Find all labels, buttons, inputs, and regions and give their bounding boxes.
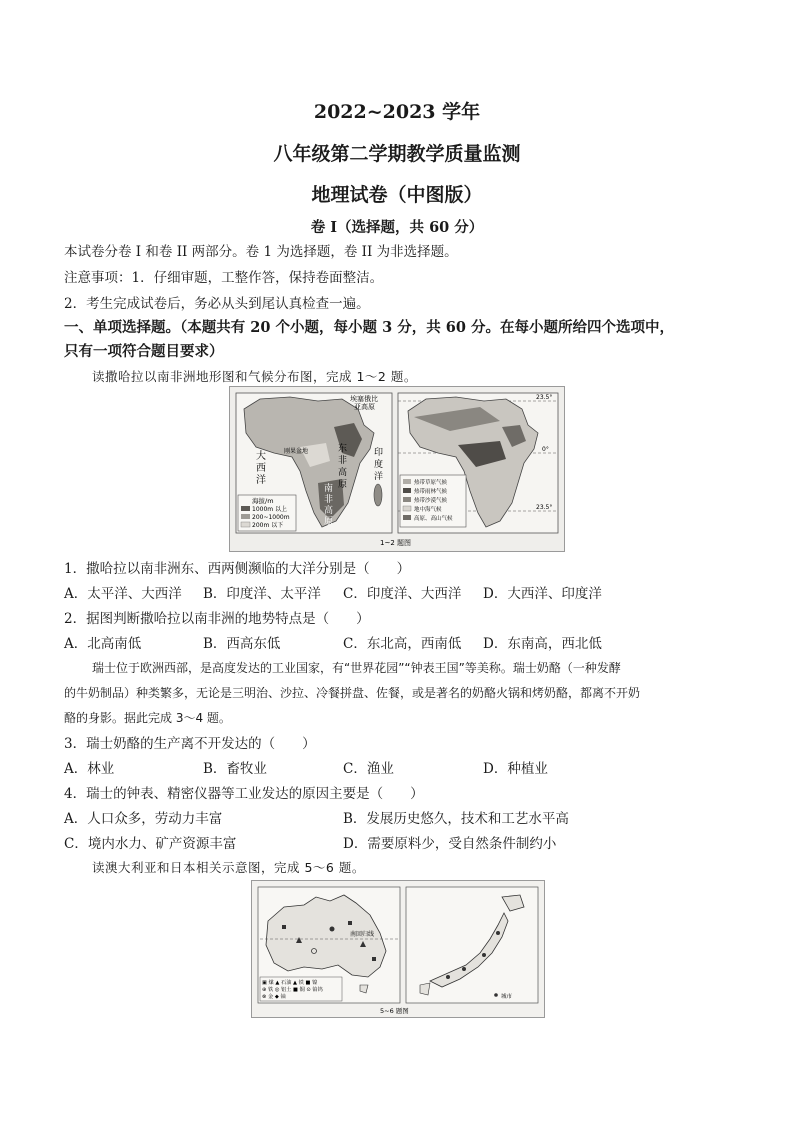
label-east-african-1: 东	[338, 444, 348, 454]
label-east-african-3: 高	[338, 468, 348, 478]
australia-japan-svg	[252, 881, 544, 1017]
label-atlantic-3: 洋	[256, 475, 266, 486]
legend-elevation-mid: 200~1000m	[252, 514, 290, 521]
label-ethiopian-highland: 埃塞俄比	[350, 395, 378, 403]
resource-symbol-1	[282, 925, 286, 929]
japan-city-1	[482, 953, 486, 957]
climate-swatch-5	[403, 515, 411, 520]
intro-q3-4-line-1: 瑞士位于欧洲西部，是高度发达的工业国家，有“世界花园”“钟表王国”等美称。瑞士奶酪（一种发酵	[92, 661, 621, 675]
label-congo-basin: 刚果盆地	[284, 448, 309, 455]
intro-q3-4-line-2: 的牛奶制品）种类繁多，无论是三明治、沙拉、冷餐拼盘、佐餐，或是著名的奶酪火锅和烤奶酪，都离不开奶	[64, 686, 641, 700]
q1-option-a[interactable]: A．太平洋、大西洋	[64, 586, 182, 602]
q4-option-b[interactable]: B．发展历史悠久，技术和工艺水平高	[343, 811, 569, 827]
notes-line-2: 注意事项：1．仔细审题，工整作答，保持卷面整洁。	[64, 270, 384, 286]
q3-option-a[interactable]: A．林业	[64, 761, 115, 777]
q2-stem: 2．据图判断撒哈拉以南非洲的地势特点是（ ）	[64, 611, 370, 627]
resource-legend-row-1: ▣ 煤 ▲ 石油 ▲ 铁 ■ 镍	[262, 980, 318, 986]
q1-option-b[interactable]: B．印度洋、太平洋	[203, 586, 321, 602]
q2-option-d[interactable]: D．东南高，西北低	[483, 636, 602, 652]
q4-option-d[interactable]: D．需要原料少，受自然条件制约小	[343, 836, 557, 852]
madagascar-shape	[374, 484, 382, 506]
section-heading-line-1: 一、单项选择题。（本题共有 20 个小题，每小题 3 分，共 60 分。在每小题所给四个选项中，	[64, 319, 674, 336]
climate-legend-mediterranean: 地中海气候	[414, 507, 442, 513]
legend-city-dot	[494, 993, 498, 997]
exam-year: 2022~2023 学年	[313, 101, 481, 123]
q4-option-a[interactable]: A．人口众多，劳动力丰富	[64, 811, 223, 827]
label-ethiopian-highland-2: 亚高原	[354, 403, 375, 411]
label-atlantic-2: 西	[256, 463, 266, 474]
japan-kyushu-shape	[420, 983, 430, 995]
q3-option-b[interactable]: B．畜牧业	[203, 761, 267, 777]
legend-elevation-low: 200m 以下	[252, 522, 284, 529]
resource-legend-row-2: ⊕ 铁 ◎ 铝土 ■ 铜 ⊙ 铂钨	[262, 987, 323, 993]
q1-stem: 1．撒哈拉以南非洲东、西两侧濒临的大洋分别是（ ）	[64, 561, 411, 577]
label-east-african-2: 非	[338, 456, 348, 466]
japan-city-4	[496, 931, 500, 935]
intro-q5-6: 读澳大利亚和日本相关示意图，完成 5～6 题。	[92, 860, 365, 875]
label-south-african-4: 原	[324, 517, 334, 527]
notes-line-1: 本试卷分卷 I 和卷 II 两部分。卷 1 为选择题，卷 II 为非选择题。	[64, 244, 458, 260]
label-east-african-4: 原	[338, 480, 348, 490]
intro-q1-2: 读撒哈拉以南非洲地形图和气候分布图，完成 1～2 题。	[92, 369, 417, 384]
q2-option-c[interactable]: C．东北高，西南低	[343, 636, 462, 652]
africa-maps-figure	[229, 386, 565, 552]
q3-option-c[interactable]: C．渔业	[343, 761, 394, 777]
climate-legend-savanna: 热带草原气候	[414, 480, 448, 486]
label-indian-ocean-3: 洋	[374, 472, 384, 482]
q4-option-c[interactable]: C．境内水力、矿产资源丰富	[64, 836, 237, 852]
q3-stem: 3．瑞士奶酪的生产离不开发达的（ ）	[64, 736, 316, 752]
label-south-african-1: 南	[324, 484, 334, 494]
legend-elevation-high: 1000m 以上	[252, 506, 288, 513]
label-indian-ocean-1: 印	[374, 448, 384, 458]
resource-symbol-4	[348, 921, 352, 925]
resource-symbol-6	[330, 927, 335, 932]
latitude-north-label: 23.5°	[536, 394, 553, 401]
figure-1-caption: 1~2 题图	[380, 539, 411, 547]
q2-option-a[interactable]: A．北高南低	[64, 636, 142, 652]
q1-option-c[interactable]: C．印度洋、大西洋	[343, 586, 462, 602]
label-south-african-3: 高	[324, 506, 334, 516]
africa-maps-svg	[230, 387, 564, 551]
climate-swatch-1	[403, 479, 411, 484]
q3-option-d[interactable]: D．种植业	[483, 761, 548, 777]
part-one-heading: 卷 I（选择题，共 60 分）	[310, 219, 484, 236]
legend-elevation-title: 海拔/m	[252, 497, 274, 505]
notes-line-3: 2．考生完成试卷后，务必从头到尾认真检查一遍。	[64, 296, 370, 312]
resource-legend-row-3: ⊗ 金 ◆ 铀	[262, 994, 286, 1000]
legend-swatch-high	[241, 506, 250, 511]
section-heading-line-2: 只有一项符合题目要求）	[64, 343, 224, 360]
q4-stem: 4．瑞士的钟表、精密仪器等工业发达的原因主要是（ ）	[64, 786, 424, 802]
climate-swatch-2	[403, 488, 411, 493]
figure-2-caption: 5~6 题图	[380, 1007, 409, 1015]
japan-city-3	[446, 975, 450, 979]
exam-term-title: 八年级第二学期教学质量监测	[273, 143, 521, 165]
latitude-south-label: 23.5°	[536, 504, 553, 511]
q2-option-b[interactable]: B．西高东低	[203, 636, 281, 652]
climate-legend-highland: 高原、高山气候	[414, 516, 453, 522]
legend-city-label: 城市	[501, 994, 513, 1000]
label-tropic-australia: 南回归线	[350, 931, 375, 938]
latitude-equator-label: 0°	[542, 446, 549, 453]
legend-swatch-mid	[241, 514, 250, 519]
label-atlantic-1: 大	[256, 451, 266, 462]
climate-swatch-3	[403, 497, 411, 502]
japan-city-2	[462, 967, 466, 971]
intro-q3-4-line-3: 酪的身影。据此完成 3～4 题。	[64, 711, 231, 725]
q1-option-d[interactable]: D．大西洋、印度洋	[483, 586, 602, 602]
exam-subject-title: 地理试卷（中图版）	[311, 184, 483, 206]
resource-symbol-7	[372, 957, 376, 961]
label-south-african-2: 非	[324, 495, 334, 505]
climate-legend-rainforest: 热带雨林气候	[414, 489, 448, 495]
label-indian-ocean-2: 度	[374, 460, 384, 470]
climate-legend-desert: 热带沙漠气候	[414, 498, 448, 504]
climate-swatch-4	[403, 506, 411, 511]
legend-swatch-low	[241, 522, 250, 527]
australia-japan-figure	[251, 880, 545, 1018]
